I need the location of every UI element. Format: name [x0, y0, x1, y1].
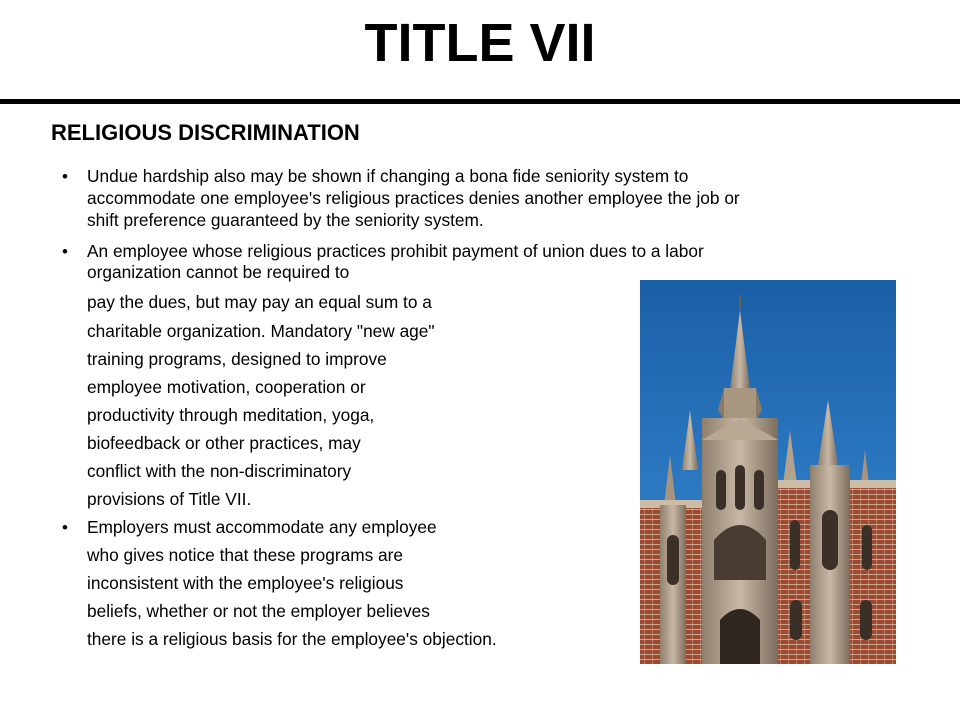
- bullet-3-line-3: inconsistent with the employee's religious: [87, 573, 404, 593]
- bullet-2-line-6: employee motivation, cooperation or: [87, 377, 366, 397]
- bullet-marker: •: [62, 242, 68, 261]
- bullet-2-line-7: productivity through meditation, yoga,: [87, 405, 375, 425]
- bullet-2-line-9: conflict with the non-discriminatory: [87, 461, 352, 481]
- bullet-3-line-5: there is a religious basis for the employee's objection.: [87, 629, 497, 649]
- slide-title: TITLE VII: [364, 13, 596, 73]
- section-subtitle: RELIGIOUS DISCRIMINATION: [51, 120, 360, 145]
- bullet-3-line-2: who gives notice that these programs are: [87, 545, 404, 565]
- bullet-2-line-10: provisions of Title VII.: [87, 489, 252, 509]
- bullet-3-line-4: beliefs, whether or not the employer believes: [87, 601, 430, 621]
- bullet-2-line-1: An employee whose religious practices prohibit payment of union dues to a labor: [87, 241, 704, 261]
- bullet-1-line-1: Undue hardship also may be shown if changing a bona fide seniority system to: [87, 166, 689, 186]
- bullet-3-line-1: Employers must accommodate any employee: [87, 517, 437, 537]
- title-divider: [0, 99, 960, 104]
- bullet-1-line-3: shift preference guaranteed by the seniority system.: [87, 210, 484, 230]
- bullet-marker: •: [62, 518, 68, 537]
- bullet-1-line-2: accommodate one employee's religious practices denies another employee the job or: [87, 188, 740, 208]
- bullet-2-line-2: organization cannot be required to: [87, 262, 350, 282]
- bullet-2-line-4: charitable organization. Mandatory "new age": [87, 321, 435, 341]
- bullet-marker: •: [62, 167, 68, 186]
- cathedral-illustration: [640, 280, 896, 664]
- bullet-2-line-8: biofeedback or other practices, may: [87, 433, 361, 453]
- bullet-2-line-3: pay the dues, but may pay an equal sum to a: [87, 292, 432, 312]
- cathedral-photo: [640, 280, 896, 664]
- bullet-2-line-5: training programs, designed to improve: [87, 349, 387, 369]
